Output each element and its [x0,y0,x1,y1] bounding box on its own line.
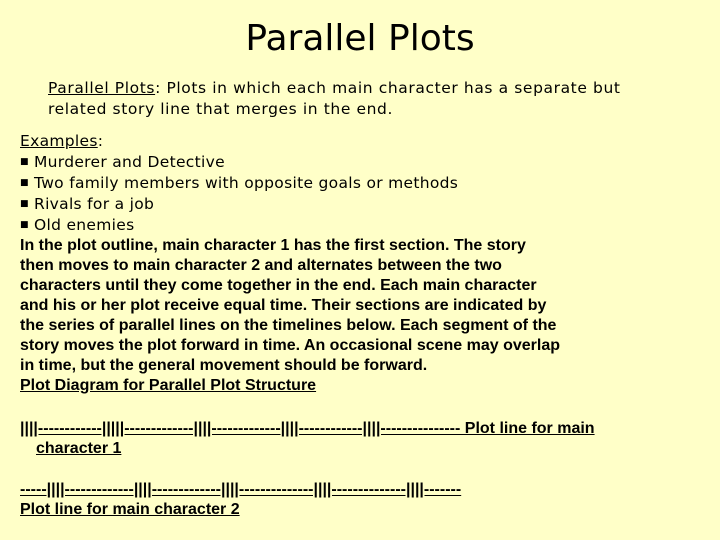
slide-title: Parallel Plots [245,18,475,59]
bullet-icon: ■ [20,178,29,188]
examples-list [20,131,710,236]
paragraph-line: in time, but the general movement should be forward. [20,357,428,374]
plot-line-character-1-label: character 1 [36,440,122,457]
definition-line-1 [48,78,708,99]
list-item [20,173,710,194]
bullet-icon: ■ [20,220,29,230]
list-item [20,215,710,236]
definition-term: Parallel Plots [48,79,156,97]
examples-heading: Examples [20,132,98,150]
list-item [20,194,710,215]
list-item-text: Two family members with opposite goals or methods [34,174,459,192]
definition [48,78,708,120]
explanation-paragraph [20,236,710,396]
bullet-icon: ■ [20,157,29,167]
list-item [20,152,710,173]
paragraph-line: and his or her plot receive equal time. Their sections are indicated by [20,297,547,314]
diagram-heading: Plot Diagram for Parallel Plot Structure [20,377,317,394]
paragraph-line: characters until they come together in the end. Each main character [20,277,537,294]
paragraph-line: then moves to main character 2 and alternates between the two [20,257,502,274]
definition-text: : Plots in which each main character has a separate but [155,79,621,97]
paragraph-line: In the plot outline, main character 1 has the first section. The story [20,237,526,254]
examples-colon: : [97,132,104,150]
list-item-text: Rivals for a job [34,195,155,213]
list-item-text: Old enemies [34,216,135,234]
paragraph-line: the series of parallel lines on the timelines below. Each segment of the [20,317,557,334]
plot-line-character-1: ||||------------|||||-------------||||-------------||||------------||||--------------- Plot line for main [20,420,595,437]
paragraph-line: story moves the plot forward in time. An occasional scene may overlap [20,337,561,354]
list-item-text: Murderer and Detective [34,153,225,171]
examples-heading-line [20,131,710,152]
bullet-icon: ■ [20,199,29,209]
plot-line-character-2: -----||||-------------||||-------------||||--------------||||--------------||||------- [20,481,462,498]
plot-line-character-2-label: Plot line for main character 2 [20,501,240,518]
definition-line-2: related story line that merges in the end. [48,100,394,118]
